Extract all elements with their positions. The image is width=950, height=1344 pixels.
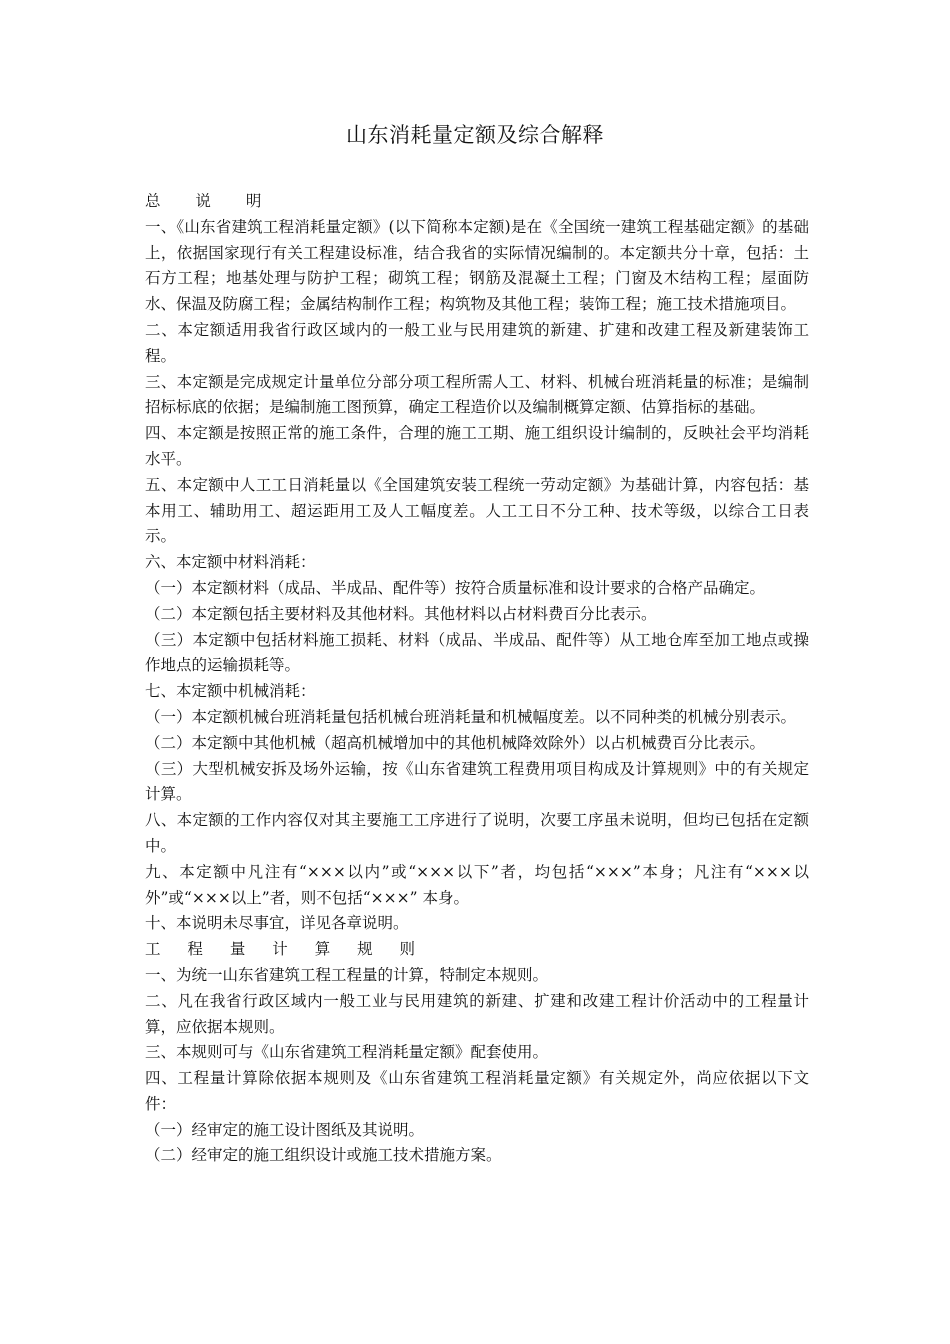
rules-paragraph-4-2: （二）经审定的施工组织设计或施工技术措施方案。 bbox=[145, 1146, 502, 1165]
rules-paragraph-4-1: （一）经审定的施工设计图纸及其说明。 bbox=[145, 1120, 425, 1139]
document-body bbox=[145, 189, 809, 1169]
general-paragraph-9: 九、本定额中凡注有“×××以内”或“×××以下”者，均包括“×××”本身；凡注有“×××以外”或“×××以上”者，则不包括“×××” 本身。 bbox=[145, 862, 809, 907]
general-paragraph-5: 五、本定额中人工工日消耗量以《全国建筑安装工程统一劳动定额》为基础计算，内容包括：基本用工、辅助用工、超运距用工及人工幅度差。人工工日不分工种、技术等级，以综合工日表示。 bbox=[145, 475, 809, 546]
general-paragraph-7-3: （三）大型机械安拆及场外运输，按《山东省建筑工程费用项目构成及计算规则》中的有关规定计算。 bbox=[145, 759, 809, 804]
general-paragraph-7-2: （二）本定额中其他机械（超高机械增加中的其他机械降效除外）以占机械费百分比表示。 bbox=[145, 733, 766, 752]
general-paragraph-1: 一、《山东省建筑工程消耗量定额》(以下简称本定额)是在《全国统一建筑工程基础定额》的基础上，依据国家现行有关工程建设标准，结合我省的实际情况编制的。本定额共分十章，包括：土石方工程；地基处理与防护工程；砌筑工程；钢筋及混凝土工程；门窗及木结构工程；屋面防水、保温及防腐工程；金属结构制作工程；构筑物及其他工程；装饰工程；施工技术措施项目。 bbox=[145, 217, 809, 314]
rules-paragraph-2: 二、凡在我省行政区域内一般工业与民用建筑的新建、扩建和改建工程计价活动中的工程量计算，应依据本规则。 bbox=[145, 991, 809, 1036]
general-paragraph-6-3: （三）本定额中包括材料施工损耗、材料（成品、半成品、配件等）从工地仓库至加工地点或操作地点的运输损耗等。 bbox=[145, 630, 809, 675]
general-paragraph-7: 七、本定额中机械消耗： bbox=[145, 682, 316, 701]
rules-paragraph-1: 一、为统一山东省建筑工程工程量的计算，特制定本规则。 bbox=[145, 965, 549, 984]
general-paragraph-7-1: （一）本定额机械台班消耗量包括机械台班消耗量和机械幅度差。以不同种类的机械分别表示。 bbox=[145, 707, 797, 726]
rules-paragraph-4: 四、工程量计算除依据本规则及《山东省建筑工程消耗量定额》有关规定外，尚应依据以下文件： bbox=[145, 1069, 809, 1113]
document-title: 山东消耗量定额及综合解释 bbox=[346, 123, 604, 147]
rules-paragraph-3: 三、本规则可与《山东省建筑工程消耗量定额》配套使用。 bbox=[145, 1043, 549, 1062]
general-paragraph-6: 六、本定额中材料消耗： bbox=[145, 553, 316, 572]
general-paragraph-8: 八、本定额的工作内容仅对其主要施工工序进行了说明，次要工序虽未说明，但均已包括在定额中。 bbox=[145, 811, 809, 855]
section-heading-general: 总 说 明 bbox=[145, 192, 277, 210]
general-paragraph-2: 二、本定额适用我省行政区域内的一般工业与民用建筑的新建、扩建和改建工程及新建装饰工程。 bbox=[145, 320, 809, 365]
general-paragraph-3: 三、本定额是完成规定计量单位分部分项工程所需人工、材料、机械台班消耗量的标准；是编制招标标底的依据；是编制施工图预算，确定工程造价以及编制概算定额、估算指标的基础。 bbox=[145, 372, 809, 417]
section-heading-rules: 工 程 量 计 算 规 则 bbox=[145, 940, 427, 959]
general-paragraph-6-1: （一）本定额材料（成品、半成品、配件等）按符合质量标准和设计要求的合格产品确定。 bbox=[145, 578, 766, 597]
general-paragraph-4: 四、本定额是按照正常的施工条件，合理的施工工期、施工组织设计编制的，反映社会平均消耗水平。 bbox=[145, 424, 809, 468]
general-paragraph-10: 十、本说明未尽事宜，详见各章说明。 bbox=[145, 914, 409, 933]
general-paragraph-6-2: （二）本定额包括主要材料及其他材料。其他材料以占材料费百分比表示。 bbox=[145, 604, 657, 623]
